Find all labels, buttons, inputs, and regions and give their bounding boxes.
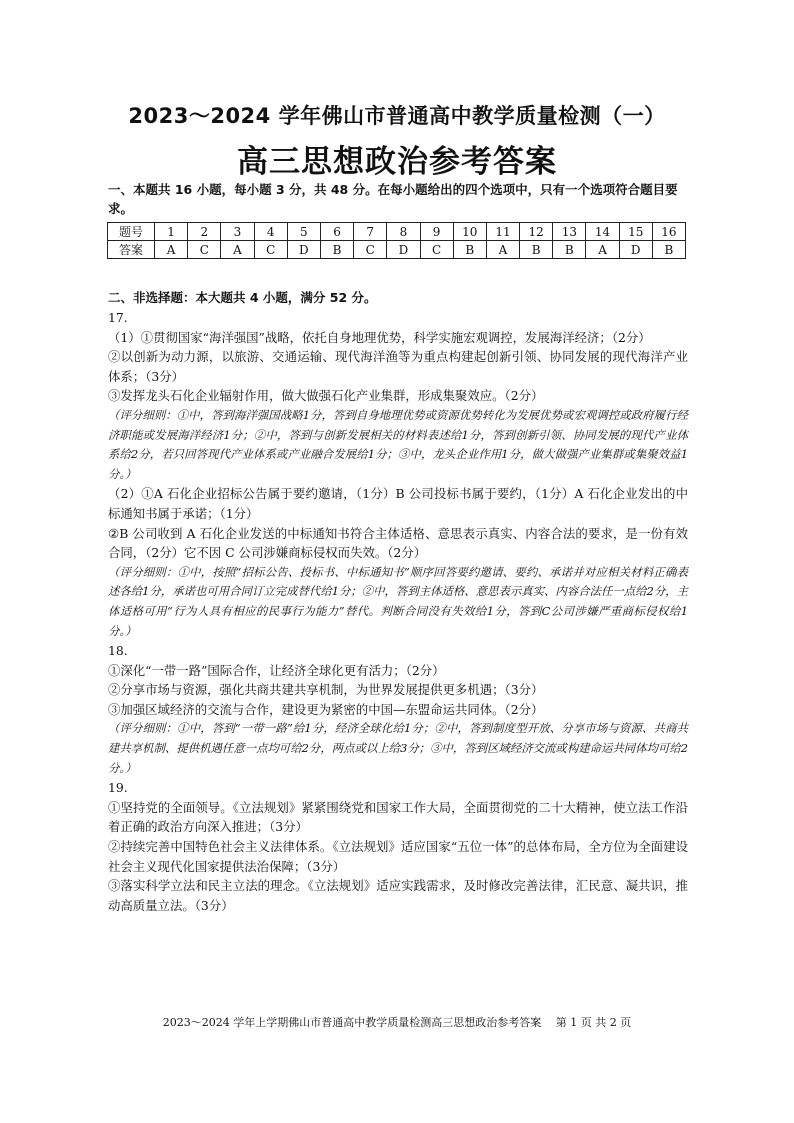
q18-point-3: ③加强区域经济的交流与合作，建设更为紧密的中国—东盟命运共同体。（2分） xyxy=(108,701,544,717)
answer-cell: B xyxy=(520,241,553,259)
section-1-heading: 一、本题共 16 小题，每小题 3 分，共 48 分。在每小题给出的四个选项中，只有一个选项符合题目要求。 xyxy=(108,182,678,216)
q19-number: 19. xyxy=(108,780,128,796)
q17-scoring-note-2: （评分细则：①中，按照“招标公告、投标书、中标通知书”顺序回答要约邀请、要约、承诺并对应相关材料正确表述各给1分，承诺也可用合同订立完成替代给1分；②中，答到主体适格、意思表示真实、内容合法任一点给2分，主体适格可用“行为人具有相应的民事行为能力”替代。判断合同没有失效给1分，答到C公司涉嫌严重商标侵权给1分。） xyxy=(108,564,688,638)
answer-cell: C xyxy=(354,241,387,259)
document-subtitle: 高三思想政治参考答案 xyxy=(237,144,557,180)
answer-cell: A xyxy=(155,241,188,259)
q17-point-5: ②B 公司收到 A 石化企业发送的中标通知书符合主体适格、意思表示真实、内容合法的要求，是一份有效合同，（2分）它不因 C 公司涉嫌商标侵权而失效。（2分） xyxy=(108,525,688,561)
answer-cell: B xyxy=(553,241,586,259)
q19-point-3: ③落实科学立法和民主立法的理念。《立法规划》适应实践需求，及时修改完善法律，汇民意、凝共识，推动高质量立法。（3分） xyxy=(108,878,688,913)
question-number-cell: 5 xyxy=(287,223,320,241)
document-title: 2023～2024 学年佛山市普通高中教学质量检测（一） xyxy=(128,104,666,128)
question-number-cell: 3 xyxy=(221,223,254,241)
answer-table-answer-row xyxy=(108,241,686,259)
answer-cell: D xyxy=(619,241,652,259)
section-2-heading: 二、非选择题：本大题共 4 小题，满分 52 分。 xyxy=(108,290,377,305)
row-label-answers: 答案 xyxy=(108,241,155,259)
q17-point-3: ③发挥龙头石化企业辐射作用，做大做强石化产业集群，形成集聚效应。（2分） xyxy=(108,388,544,404)
question-number-cell: 11 xyxy=(486,223,519,241)
answer-cell: A xyxy=(486,241,519,259)
answer-cell: B xyxy=(453,241,486,259)
answer-cell: C xyxy=(254,241,287,259)
q19-point-2: ②持续完善中国特色社会主义法律体系。《立法规划》适应国家“五位一体”的总体布局，全方位为全面建设社会主义现代化国家提供法治保障；（3分） xyxy=(108,839,688,874)
q17-point-2: ②以创新为动力源，以旅游、交通运输、现代海洋渔等为重点构建起创新引领、协同发展的现代海洋产业体系；（3分） xyxy=(108,349,688,384)
answer-table-number-row xyxy=(108,223,686,241)
question-number-cell: 7 xyxy=(354,223,387,241)
answer-cell: D xyxy=(287,241,320,259)
answer-table xyxy=(107,222,686,259)
answer-cell: C xyxy=(188,241,221,259)
question-number-cell: 13 xyxy=(553,223,586,241)
answer-cell: A xyxy=(221,241,254,259)
answer-cell: B xyxy=(652,241,685,259)
question-number-cell: 6 xyxy=(320,223,353,241)
q18-point-1: ①深化“一带一路”国际合作，让经济全球化更有活力；（2分） xyxy=(108,662,445,678)
answer-cell: A xyxy=(586,241,619,259)
question-number-cell: 12 xyxy=(520,223,553,241)
q19-point-1: ①坚持党的全面领导。《立法规划》紧紧围绕党和国家工作大局，全面贯彻党的二十大精神，使立法工作沿着正确的政治方向深入推进；（3分） xyxy=(108,799,688,835)
question-number-cell: 8 xyxy=(387,223,420,241)
answer-cell: C xyxy=(420,241,453,259)
q18-number: 18. xyxy=(108,643,128,659)
question-number-cell: 1 xyxy=(155,223,188,241)
q17-scoring-note-1: （评分细则：①中，答到海洋强国战略1分，答到自身地理优势或资源优势转化为发展优势或宏观调控或政府履行经济职能或发展海洋经济1分；②中，答到与创新发展相关的材料表述给1分，答到创新引领、协同发展的现代产业体系给2分，若只回答现代产业体系或产业融合发展给1分；③中，龙头企业作用1分，做大做强产业集群或集聚效益1分。） xyxy=(108,407,688,481)
question-number-cell: 2 xyxy=(188,223,221,241)
q17-number: 17. xyxy=(108,310,128,325)
question-number-cell: 4 xyxy=(254,223,287,241)
question-number-cell: 16 xyxy=(652,223,685,241)
q17-point-1: （1）①贯彻国家“海洋强国”战略，依托自身地理优势，科学实施宏观调控，发展海洋经济；（2分） xyxy=(108,329,651,345)
question-number-cell: 14 xyxy=(586,223,619,241)
q18-point-2: ②分享市场与资源，强化共商共建共享机制，为世界发展提供更多机遇；（3分） xyxy=(108,682,544,698)
question-number-cell: 15 xyxy=(619,223,652,241)
question-number-cell: 9 xyxy=(420,223,453,241)
answer-cell: D xyxy=(387,241,420,259)
question-number-cell: 10 xyxy=(453,223,486,241)
answer-cell: B xyxy=(320,241,353,259)
q17-point-4: （2）①A 石化企业招标公告属于要约邀请，（1分）B 公司投标书属于要约，（1分）A 石化企业发出的中标通知书属于承诺；（1分） xyxy=(108,486,688,521)
row-label-numbers: 题号 xyxy=(108,223,155,241)
answer-body xyxy=(108,308,688,915)
q18-scoring-note: （评分细则：①中，答到“一带一路”给1分，经济全球化给1分；②中，答到制度型开放、分享市场与资源、共商共建共享机制、提供机遇任意一点均可给2分，两点或以上给3分；③中，答到区域经济交流或构建命运共同体均可给2分。） xyxy=(108,721,688,775)
page-footer: 2023～2024 学年上学期佛山市普通高中教学质量检测高三思想政治参考答案 第 1 页 共 2 页 xyxy=(162,1016,632,1029)
